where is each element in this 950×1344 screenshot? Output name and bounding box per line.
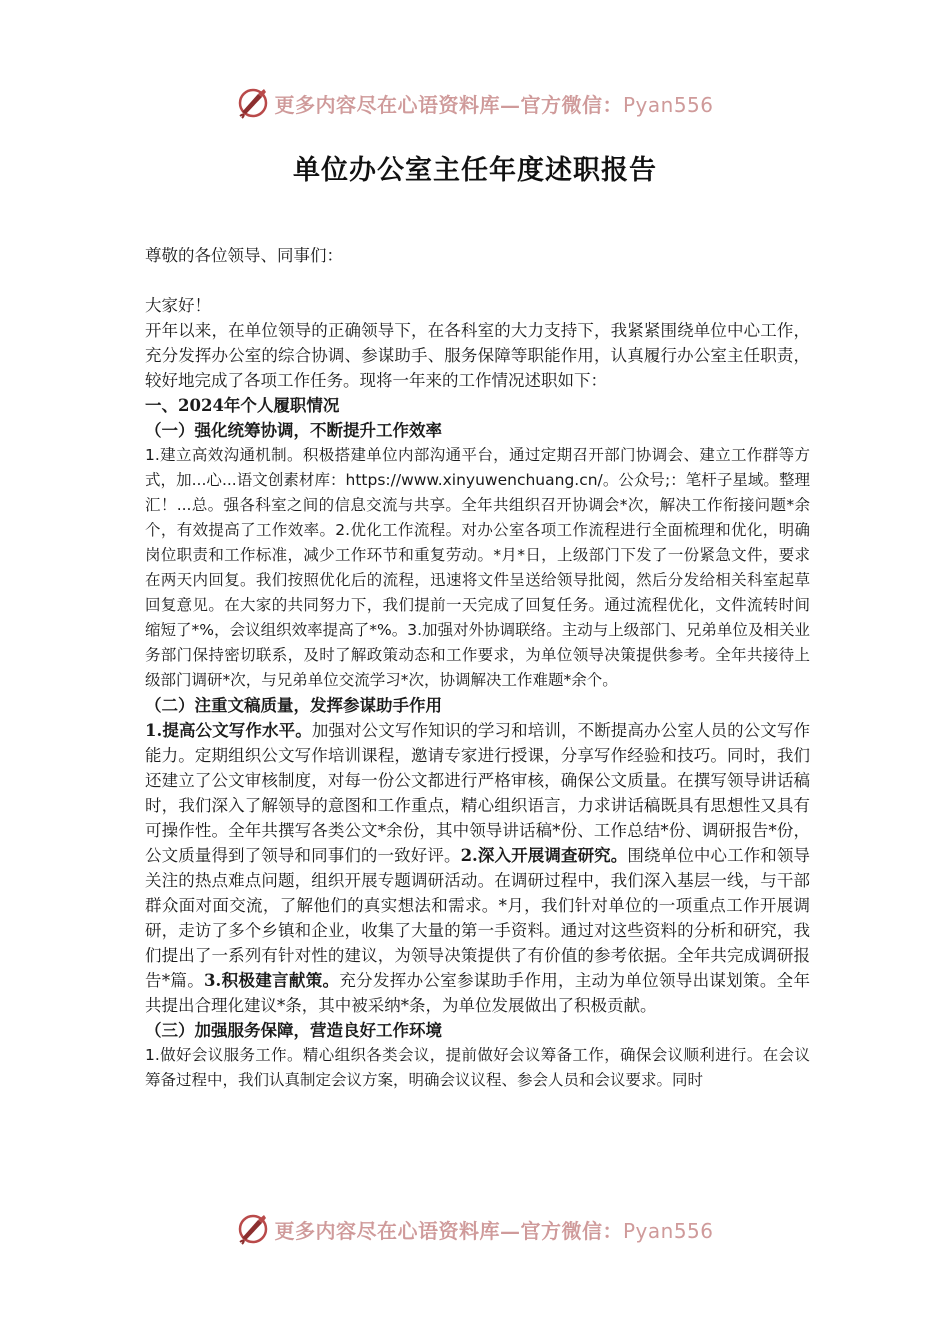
greeting: 大家好！ (145, 296, 211, 315)
section-heading-1: 一、2024年个人履职情况 (145, 396, 340, 415)
watermark-footer (0, 1209, 950, 1249)
subsection-heading-1: （一）强化统筹协调，不断提升工作效率 (145, 421, 442, 440)
brush-logo-icon (236, 1212, 270, 1246)
subsection-1-body: 1.建立高效沟通机制。积极搭建单位内部沟通平台，通过定期召开部门协调会、建立工作群等方式，加...心...语文创素材库：https://www.xinyuwenchuang.cn/。公众号;：笔杆子星域。整理汇！...总。强各科室之间的信息交流与共享。全年共组织召开协调会*次，解决工作衔接问题*余个，有效提高了工作效率。2.优化工作流程。对办公室各项工作流程进行全面梳理和优化，明确岗位职责和工作标准，减少工作环节和重复劳动。*月*日，上级部门下发了一份紧急文件，要求在两天内回复。我们按照优化后的流程，迅速将文件呈送给领导批阅，然后分发给相关科室起草回复意见。在大家的共同努力下，我们提前一天完成了回复任务。通过流程优化，文件流转时间缩短了*%，会议组织效率提高了*%。3.加强对外协调联络。主动与上级部门、兄弟单位及相关业务部门保持密切联系，及时了解政策动态和工作要求，为单位领导决策提供参考。全年共接待上级部门调研*次，与兄弟单位交流学习*次，协调解决工作难题*余个。 (145, 446, 810, 689)
document-title: 单位办公室主任年度述职报告 (293, 155, 657, 186)
document-body (145, 243, 810, 1093)
subsection-2-body: 1.提高公文写作水平。加强对公文写作知识的学习和培训，不断提高办公室人员的公文写作能力。定期组织公文写作培训课程，邀请专家进行授课，分享写作经验和技巧。同时，我们还建立了公文审核制度，对每一份公文都进行严格审核，确保公文质量。在撰写领导讲话稿时，我们深入了解领导的意图和工作重点，精心组织语言，力求讲话稿既具有思想性又具有可操作性。全年共撰写各类公文*余份，其中领导讲话稿*份、工作总结*份、调研报告*份，公文质量得到了领导和同事们的一致好评。2.深入开展调查研究。围绕单位中心工作和领导关注的热点难点问题，组织开展专题调研活动。在调研过程中，我们深入基层一线，与干部群众面对面交流，了解他们的真实想法和需求。*月，我们针对单位的一项重点工作开展调研，走访了多个乡镇和企业，收集了大量的第一手资料。通过对这些资料的分析和研究，我们提出了一系列有针对性的建议，为领导决策提供了有价值的参考依据。全年共完成调研报告*篇。3.积极建言献策。充分发挥办公室参谋助手作用，主动为单位领导出谋划策。全年共提出合理化建议*条，其中被采纳*条，为单位发展做出了积极贡献。 (145, 721, 811, 1015)
subsection-heading-2: （二）注重文稿质量，发挥参谋助手作用 (145, 696, 442, 715)
intro-paragraph: 开年以来，在单位领导的正确领导下，在各科室的大力支持下，我紧紧围绕单位中心工作，充分发挥办公室的综合协调、参谋助手、服务保障等职能作用，认真履行办公室主任职责，较好地完成了各项工作任务。现将一年来的工作情况述职如下： (145, 321, 810, 390)
subsection-heading-3: （三）加强服务保障，营造良好工作环境 (145, 1021, 442, 1040)
subsection-3-body: 1.做好会议服务工作。精心组织各类会议，提前做好会议筹备工作，确保会议顺利进行。在会议筹备过程中，我们认真制定会议方案，明确会议议程、参会人员和会议要求。同时 (145, 1046, 810, 1089)
watermark-text: 更多内容尽在心语资料库—官方微信：Pyan556 (274, 92, 714, 117)
brush-logo-icon (236, 86, 270, 120)
watermark-header (0, 83, 950, 123)
watermark-text: 更多内容尽在心语资料库—官方微信：Pyan556 (274, 1218, 714, 1243)
salutation: 尊敬的各位领导、同事们： (145, 246, 343, 265)
